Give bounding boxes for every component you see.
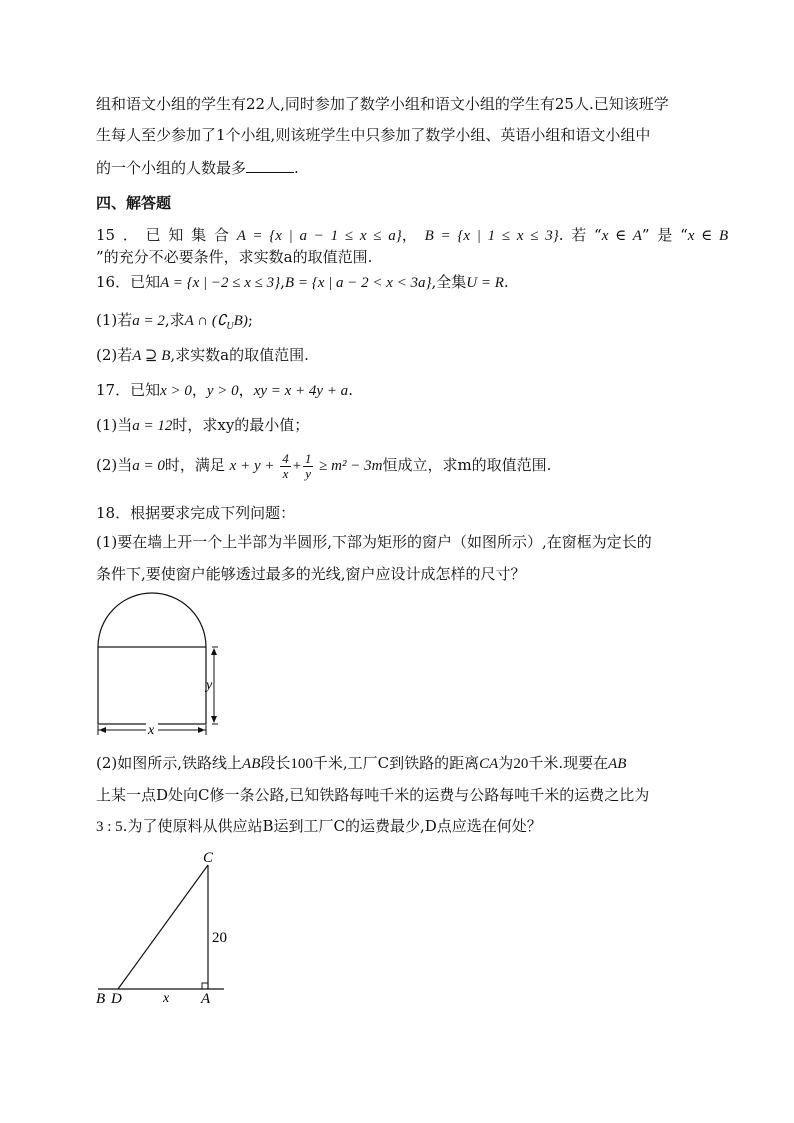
- q18-p2-line-1: [96, 753, 626, 774]
- q17-fraction-1-over-y: [303, 452, 314, 481]
- q16-p1-expr: A ∩ (∁: [184, 313, 227, 329]
- q16-p1-cond: a = 2: [132, 313, 165, 329]
- q18-p2-line-2: 上某一点D处向C修一条公路,已知铁路每吨千米的运费与公路每吨千米的运费之比为: [96, 786, 650, 804]
- fraction-denominator: x: [282, 465, 289, 481]
- fig1-y-label: y: [206, 678, 213, 693]
- q16-prefix: 16．已知: [96, 273, 161, 291]
- q17-cond-3: xy = x + 4y + a: [253, 383, 349, 399]
- q16-univ-label: ,全集: [431, 273, 467, 291]
- q16-sep: ,: [280, 273, 285, 291]
- q18-p2-dist: 20: [513, 756, 529, 772]
- arrow-up-icon: [211, 648, 217, 655]
- q17-p2-prefix: (2)当: [96, 456, 133, 474]
- q17-p2-cond: a = 0: [132, 458, 165, 474]
- q15-cond-a: x ∈ A: [601, 228, 642, 244]
- q16-p2-text: ,求实数a的取值范围.: [170, 346, 309, 364]
- q16-p1-expr2: B): [233, 313, 248, 329]
- q17-part-2: [96, 448, 551, 483]
- q16-set-a: A = {x | −2 ≤ x ≤ 3}: [160, 275, 281, 291]
- q18-p2-ca: CA: [479, 756, 499, 772]
- q18-p2-length: 100: [290, 756, 313, 772]
- q18-p2-c: 千米,工厂C到铁路的距离: [312, 754, 480, 772]
- arrow-down-icon: [211, 716, 217, 723]
- intro-line-3-end: .: [294, 159, 299, 177]
- semicircle-arc: [98, 593, 206, 647]
- intro-line-2: 生每人至少参加了1个小组,则该班学生中只参加了数学小组、英语小组和语文小组中: [96, 126, 651, 144]
- q15-comma: ，: [401, 226, 417, 244]
- q17-end: .: [348, 381, 353, 399]
- q16-univ-end: .: [503, 273, 509, 291]
- q17-line-1: [96, 380, 353, 401]
- q18-p2-ab2: AB: [608, 756, 627, 772]
- q17-cond-1: x > 0: [160, 383, 192, 399]
- q16-p2-prefix: (2)若: [96, 346, 133, 364]
- q18-p2-e: 千米.现要在: [528, 754, 609, 772]
- q17-sep-1: ，: [191, 381, 207, 399]
- q16-part-2: [96, 345, 309, 366]
- right-angle-icon: [202, 983, 208, 989]
- q17-p1-prefix: (1)当: [96, 416, 133, 434]
- answer-blank: [246, 157, 294, 173]
- fig2-point-c: C: [203, 850, 214, 866]
- fraction-numerator: 1: [304, 450, 312, 466]
- q15-set-b: B = {x | 1 ≤ x ≤ 3}: [424, 228, 559, 244]
- q18-p2-a: (2)如图所示,铁路线上: [96, 754, 243, 772]
- railway-figure: [92, 845, 242, 1007]
- q16-part-1: [96, 310, 253, 337]
- intro-line-3-text: 的一个小组的人数最多: [96, 159, 247, 177]
- q16-line-1: [96, 272, 509, 293]
- fraction-denominator: y: [305, 465, 312, 481]
- fig1-x-label: x: [148, 723, 155, 738]
- fig2-length-20: 20: [212, 930, 227, 946]
- q16-p1-sub: U: [226, 321, 234, 332]
- q17-p2-text: 恒成立，求m的取值范围.: [382, 456, 552, 474]
- q15-line-2: ”的充分不必要条件，求实数a的取值范围.: [96, 248, 373, 266]
- q17-p2-mid: 时，满足: [164, 456, 225, 474]
- q15-mid: . 若 “: [558, 226, 602, 244]
- q16-univ: U = R: [466, 275, 504, 291]
- q18-p2-ab: AB: [242, 756, 261, 772]
- q16-set-b: B = {x | a − 2 < x < 3a}: [284, 275, 432, 291]
- fig2-x-label: x: [163, 991, 170, 1006]
- q18-p2-d: 为: [498, 754, 514, 772]
- window-rectangle: [98, 647, 206, 724]
- q15-cond-b: x ∈ B: [687, 228, 729, 244]
- q18-title: 18．根据要求完成下列问题：: [96, 504, 296, 522]
- arrow-right-icon: [198, 727, 205, 733]
- section-heading: 四、解答题: [96, 194, 172, 212]
- q18-p2-line-3-text: .为了使原料从供应站B运到工厂C的运费最少,D点应选在何处？: [122, 817, 542, 835]
- q15-set-a: A = {x | a − 1 ≤ x ≤ a}: [236, 228, 402, 244]
- segment-cd: [118, 865, 208, 989]
- q18-p2-line-3: [96, 816, 542, 837]
- q18-p2-b: 段长: [260, 754, 291, 772]
- q17-fraction-4-over-x: [280, 452, 291, 481]
- q15-prefix: 15 ． 已 知 集 合: [96, 226, 229, 244]
- window-figure: [90, 592, 240, 742]
- q17-p1-text: 时，求xy的最小值；: [172, 416, 310, 434]
- q17-prefix: 17．已知: [96, 381, 161, 399]
- q17-p2-expr-start: x + y +: [229, 458, 275, 474]
- q16-p1-mid: ,求: [164, 311, 185, 329]
- q15-line-1: [96, 225, 728, 246]
- q18-p1-line-1: (1)要在墙上开一个上半部为半圆形,下部为矩形的窗户（如图所示）,在窗框为定长的: [96, 533, 652, 551]
- q16-p2-cond: A ⊇ B: [132, 348, 171, 364]
- intro-line-3: [96, 157, 299, 178]
- q16-p1-prefix: (1)若: [96, 311, 133, 329]
- q17-cond-2: y > 0: [206, 383, 239, 399]
- fig2-point-d: D: [111, 991, 122, 1007]
- q17-plus: +: [291, 458, 302, 474]
- q15-is: ” 是 “: [641, 226, 688, 244]
- q17-p1-cond: a = 12: [132, 418, 173, 434]
- q18-p1-line-2: 条件下,要使窗户能够透过最多的光线,窗户应设计成怎样的尺寸？: [96, 565, 526, 583]
- intro-line-1: 组和语文小组的学生有22人,同时参加了数学小组和语文小组的学生有25人.已知该班学: [96, 95, 669, 113]
- fig2-point-b: B: [96, 991, 106, 1007]
- fraction-numerator: 4: [282, 450, 289, 466]
- q17-part-1: [96, 415, 309, 436]
- q17-sep-2: ，: [238, 381, 254, 399]
- q16-p1-end: ;: [247, 311, 253, 329]
- arrow-left-icon: [99, 727, 106, 733]
- q17-p2-expr-end: ≥ m² − 3m: [319, 458, 383, 474]
- q18-p2-ratio: 3 : 5: [96, 819, 123, 835]
- fig2-point-a: A: [201, 991, 211, 1007]
